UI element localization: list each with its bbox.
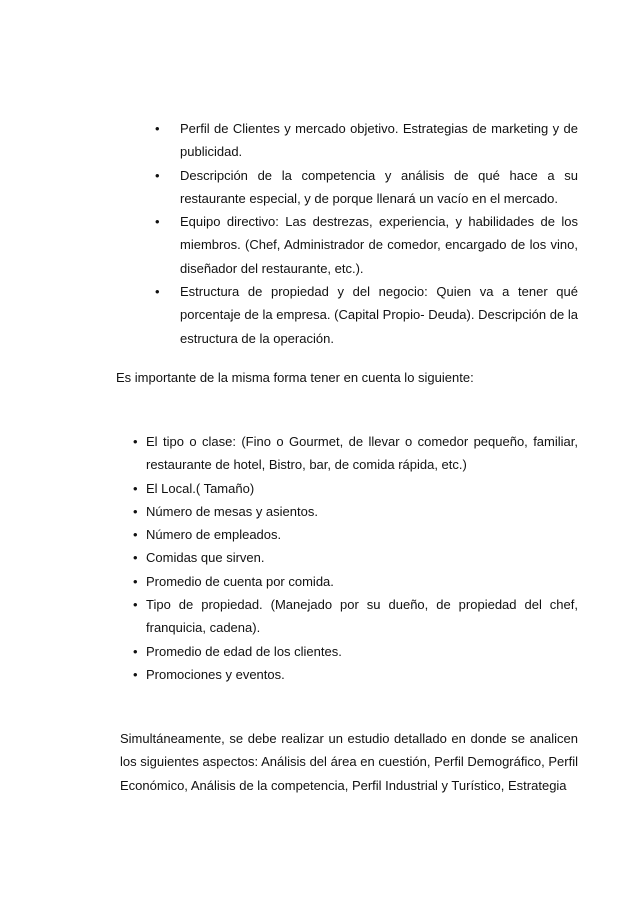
closing-paragraph: Simultáneamente, se debe realizar un estudio detallado en donde se analicen los siguientes aspectos: Análisis del área en cuestión, Perfil Demográfico, Perfil Económico, Análisis de la competencia, Perfil Industrial y Turístico, Estrategia — [120, 731, 578, 793]
list-item — [133, 570, 578, 593]
list-item-text: Número de mesas y asientos. — [146, 503, 318, 519]
list-item — [133, 593, 578, 640]
list-item-text: Número de empleados. — [146, 527, 282, 543]
bullet-icon: • — [155, 121, 160, 136]
business-plan-bullet-list — [155, 117, 578, 350]
list-item — [133, 430, 578, 477]
list-item — [155, 280, 578, 350]
bullet-icon: • — [133, 597, 138, 613]
bullet-icon: • — [133, 550, 138, 566]
intro-paragraph: Es importante de la misma forma tener en cuenta lo siguiente: — [116, 370, 474, 385]
bullet-icon: • — [133, 643, 138, 659]
list-item-text: Perfil de Clientes y mercado objetivo. Estrategias de marketing y de publicidad. — [180, 121, 578, 160]
bullet-icon: • — [133, 573, 138, 589]
list-item-text: Tipo de propiedad. (Manejado por su dueño, de propiedad del chef, franquicia, cadena). — [146, 597, 578, 636]
bullet-icon: • — [155, 284, 160, 300]
list-item — [155, 117, 578, 164]
bullet-icon: • — [133, 503, 138, 519]
list-item-text: Comidas que sirven. — [146, 550, 265, 566]
list-item — [133, 477, 578, 500]
bullet-icon: • — [133, 666, 138, 682]
list-item — [133, 663, 578, 686]
list-item-text: El Local.( Tamaño) — [146, 480, 255, 496]
restaurant-aspects-bullet-list — [133, 430, 578, 686]
list-item — [155, 210, 578, 280]
list-item — [133, 523, 578, 546]
list-item-text: Estructura de propiedad y del negocio: Quien va a tener qué porcentaje de la empresa. (Capital Propio- Deuda). Descripción de la estructura de la operación. — [180, 284, 578, 346]
list-item-text: Promedio de cuenta por comida. — [146, 573, 334, 589]
bullet-icon: • — [133, 434, 138, 449]
list-item — [133, 500, 578, 523]
bullet-icon: • — [155, 167, 160, 183]
bullet-icon: • — [155, 214, 160, 230]
list-item-text: Descripción de la competencia y análisis de qué hace a su restaurante especial, y de porque llenará un vacío en el mercado. — [180, 167, 578, 206]
list-item-text: Equipo directivo: Las destrezas, experiencia, y habilidades de los miembros. (Chef, Administrador de comedor, encargado de los vino, diseñador del restaurante, etc.). — [180, 214, 578, 276]
list-item-text: El tipo o clase: (Fino o Gourmet, de llevar o comedor pequeño, familiar, restaurante de hotel, Bistro, bar, de comida rápida, etc.) — [146, 434, 578, 473]
list-item — [155, 164, 578, 211]
list-item — [133, 546, 578, 569]
list-item-text: Promociones y eventos. — [146, 666, 285, 682]
list-item — [133, 640, 578, 663]
list-item-text: Promedio de edad de los clientes. — [146, 643, 342, 659]
bullet-icon: • — [133, 480, 138, 496]
bullet-icon: • — [133, 527, 138, 543]
